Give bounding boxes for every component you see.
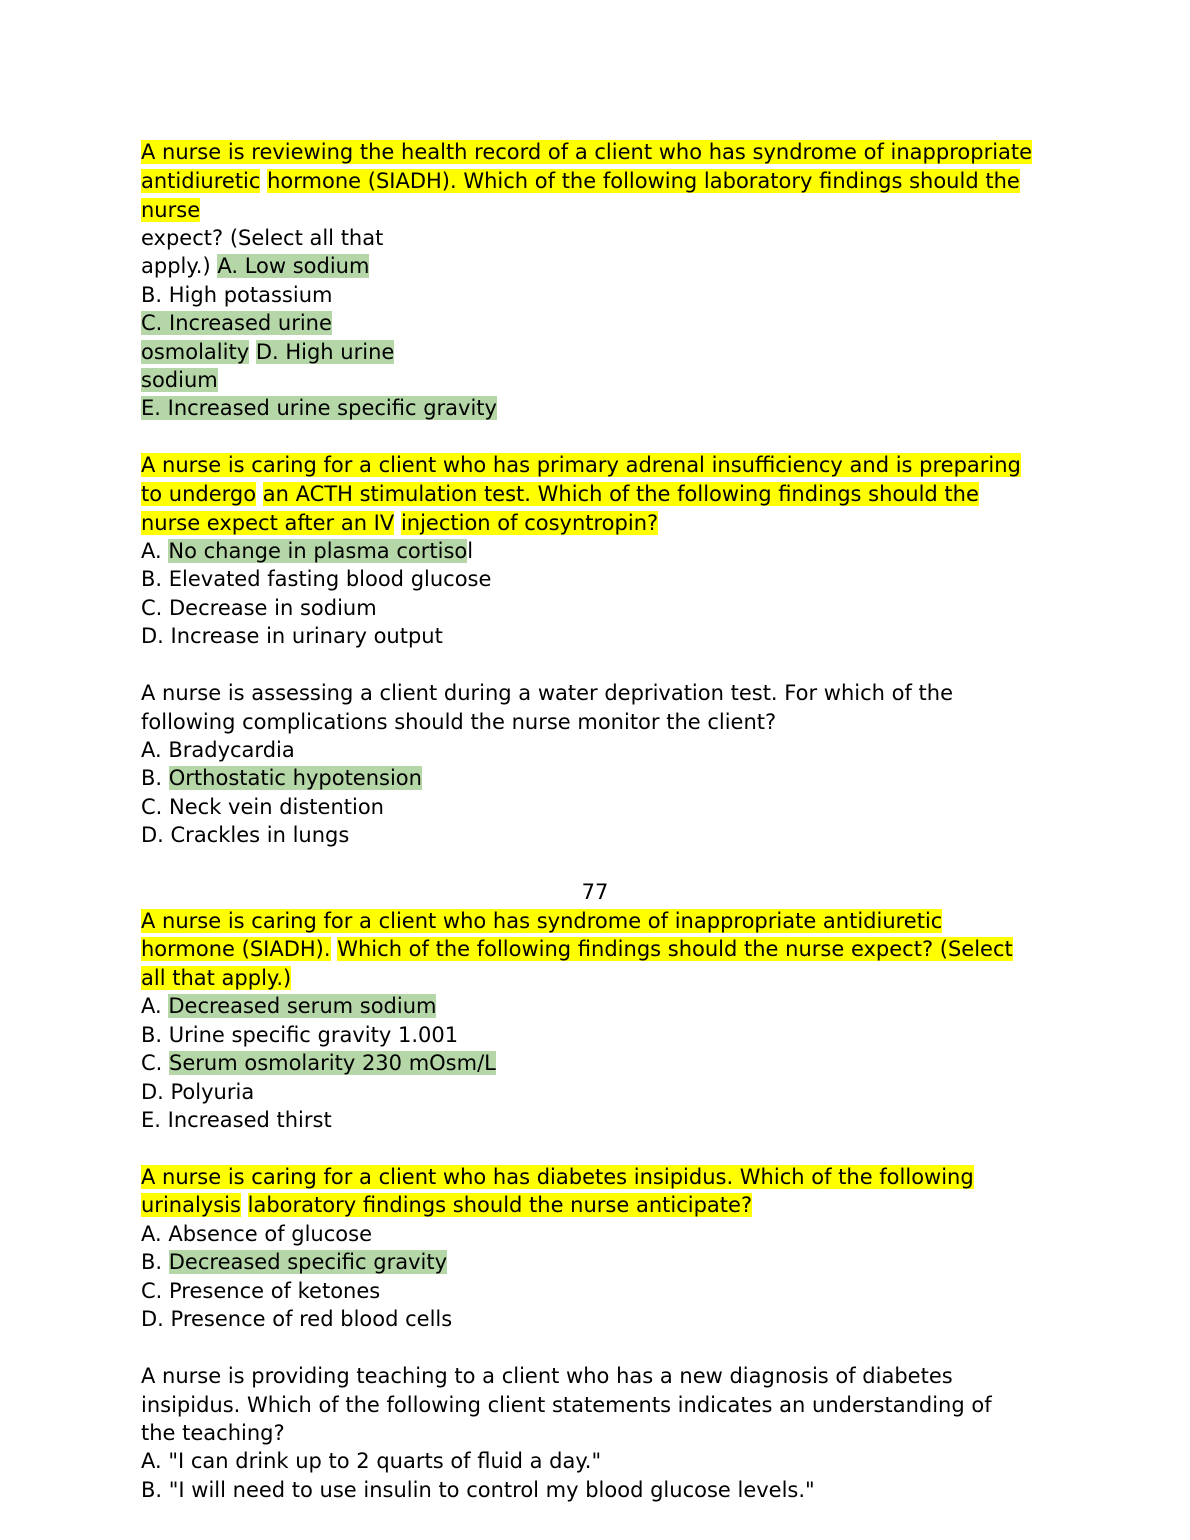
q4-option-a: A. Decreased serum sodium	[141, 994, 437, 1018]
q3-stem-line-1: A nurse is assessing a client during a water deprivation test. For which of the	[141, 681, 953, 705]
q1-stem-line-3: nurse	[141, 198, 201, 222]
correct-answer: D. High urine	[255, 340, 395, 364]
q4-option-b: B. Urine specific gravity 1.001	[141, 1023, 459, 1047]
q6-option-a: A. "I can drink up to 2 quarts of fluid a day."	[141, 1449, 602, 1473]
q6-stem-line-1: A nurse is providing teaching to a client who has a new diagnosis of diabetes	[141, 1364, 953, 1388]
q5-stem-line-1: A nurse is caring for a client who has diabetes insipidus. Which of the following	[141, 1165, 974, 1189]
q4-stem-line-1: A nurse is caring for a client who has syndrome of inappropriate antidiuretic	[141, 909, 943, 933]
q3-stem-line-2: following complications should the nurse monitor the client?	[141, 710, 777, 734]
q5-option-c: C. Presence of ketones	[141, 1279, 381, 1303]
q3-option-b: B. Orthostatic hypotension	[141, 766, 422, 790]
q5-option-b: B. Decreased specific gravity	[141, 1250, 448, 1274]
q3-option-a: A. Bradycardia	[141, 738, 295, 762]
q2-option-c: C. Decrease in sodium	[141, 596, 377, 620]
q1-option-a: apply.) A. Low sodium	[141, 254, 370, 278]
q1-stem-line-1: A nurse is reviewing the health record of a client who has syndrome of inappropriate	[141, 140, 1033, 164]
correct-answer: Orthostatic hypotension	[168, 766, 422, 790]
correct-answer: Decreased serum sodium	[168, 994, 437, 1018]
q2-stem-line-1: A nurse is caring for a client who has primary adrenal insufficiency and is preparing	[141, 453, 1021, 477]
q1-option-d: sodium	[141, 368, 218, 392]
correct-answer: C. Increased urine	[141, 311, 332, 335]
correct-answer: E. Increased urine specific gravity	[141, 396, 497, 420]
q2-option-b: B. Elevated fasting blood glucose	[141, 567, 492, 591]
correct-answer: Serum osmolarity 230 mOsm/L	[169, 1051, 496, 1075]
q4-option-d: D. Polyuria	[141, 1080, 255, 1104]
q4-stem-line-3: all that apply.)	[141, 966, 292, 990]
q1-stem-line-2: antidiuretic hormone (SIADH). Which of the following laboratory findings should the	[141, 169, 1020, 193]
q6-option-b: B. "I will need to use insulin to control my blood glucose levels."	[141, 1478, 815, 1502]
q2-option-d: D. Increase in urinary output	[141, 624, 443, 648]
q6-stem-line-3: the teaching?	[141, 1421, 285, 1445]
q1-option-e	[141, 394, 497, 422]
q1-option-b: B. High potassium	[141, 283, 333, 307]
q1-option-c	[141, 309, 332, 337]
q3-option-d: D. Crackles in lungs	[141, 823, 350, 847]
q5-option-a: A. Absence of glucose	[141, 1222, 372, 1246]
q5-stem-line-2: urinalysis laboratory findings should the nurse anticipate?	[141, 1193, 753, 1217]
correct-answer: Decreased specific gravity	[168, 1250, 448, 1274]
q4-option-e: E. Increased thirst	[141, 1108, 332, 1132]
q5-option-d: D. Presence of red blood cells	[141, 1307, 453, 1331]
correct-answer: A. Low sodium	[217, 254, 370, 278]
q4-option-c: C. Serum osmolarity 230 mOsm/L	[141, 1051, 496, 1075]
correct-answer: No change in plasma cortiso	[168, 539, 468, 563]
q1-option-c-d: osmolality D. High urine	[141, 340, 395, 364]
q3-option-c: C. Neck vein distention	[141, 795, 384, 819]
page-number: 77	[581, 880, 609, 904]
q2-stem-line-3: nurse expect after an IV injection of cosyntropin?	[141, 511, 659, 535]
q4-stem-line-2: hormone (SIADH). Which of the following findings should the nurse expect? (Select	[141, 937, 1013, 961]
q2-stem-line-2: to undergo an ACTH stimulation test. Which of the following findings should the	[141, 482, 979, 506]
q2-option-a: A. No change in plasma cortisol	[141, 539, 474, 563]
q1-stem-line-4: expect? (Select all that	[141, 226, 384, 250]
q6-stem-line-2: insipidus. Which of the following client statements indicates an understanding of	[141, 1393, 992, 1417]
